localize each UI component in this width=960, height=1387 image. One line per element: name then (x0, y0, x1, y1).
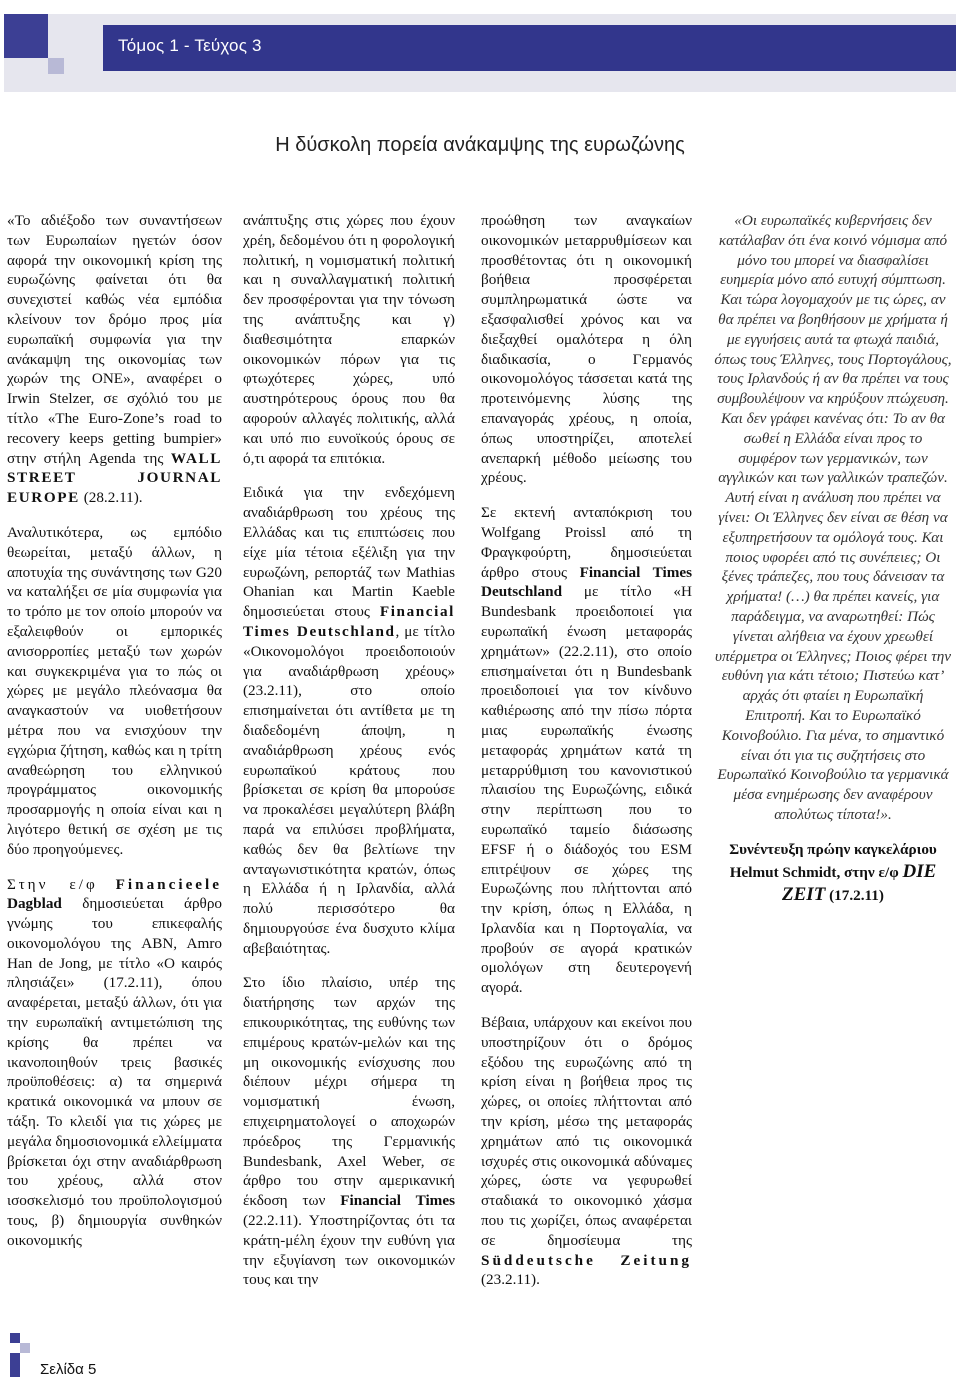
col1-p1-text: «Το αδιέξοδο των συναντήσεων των Ευρωπαίων ηγετών όσον αφορά την οικονομική κρίση της ευρωζώνης φαίνεται ότι θα συνεχιστεί καθώς νέα εμπόδια κλείνουν τον δρόμο προς μία ευρωπαϊκή συμφωνία για την ανάκαμψη της οικονομίας των χωρών της ΟΝΕ», αναφέρει ο Irwin Stelzer, σε σχόλιό του με τίτλο «The Euro-Zone’s road to recovery keeps getting bumpier» στην στήλη Agenda της (7, 212, 222, 467)
col2-paragraph-3 (243, 973, 455, 1290)
issue-label: Τόμος 1 - Τεύχος 3 (118, 36, 262, 55)
col3-p3-date: (23.2.11). (481, 1271, 540, 1289)
header-square-small-decor (48, 58, 64, 74)
quote-attribution (713, 839, 953, 907)
col3-p2-text-b: με τίτλο «Η Bundesbank προειδοποιεί για ευρωπαϊκή ένωση μεταφοράς χρημάτων» (22.2.11), στο οποίο επισημαίνεται ότι η Bundesbank προειδοποιεί για τον κίνδυνο καθιέρωσης από την πίσω πόρτα μιας ευρωπαϊκής ένωσης μεταφοράς χρημάτων κατά τη μεταρρύθμιση του κανονιστικού πλαισίου της Ευρωζώνης, ειδικά στην περίπτωση που το ευρωπαϊκό ταμείο διάσωσης EFSF ή ο διάδοχός του ESM επιτρέψουν σε χώρες της Ευρωζώνης που πλήττονται από την κρίση, όπως η Ελλάδα, η Ιρλανδία και η Πορτογαλία, να προβούν σε αγορά κρατικών ομολόγων στη δευτερογενή αγορά. (481, 583, 692, 997)
col1-paragraph-3 (7, 875, 222, 1251)
article-title: Η δύσκολη πορεία ανάκαμψης της ευρωζώνης (275, 134, 685, 156)
ft-title: Financial Times (340, 1192, 455, 1210)
col2-p3-text-b: (22.2.11). Υποστηρίζοντας ότι τα κράτη-μέλη έχουν την ευθύνη για την εξυγίανση των οικονομικών τους και την (243, 1212, 455, 1289)
column-2 (243, 211, 455, 1305)
die-zeit-title: DIE ZEIT (782, 860, 937, 905)
attribution-date: (17.2.11) (829, 886, 884, 904)
col2-p2-text-b: , με τίτλο «Οικονομολόγοι προειδοποιούν για αναδιάρθρωση χρέους» (23.2.11), στο οποίο επισημαίνεται ότι αντίθετα με τη διαδεδομένη άποψη, η αναδιάρθρωση χρέους ενός ευρωπαϊκού κράτους που βρίσκεται σε κρίση θα μπορούσε να προκαλέσει μεγαλύτερη βλάβη παρά να επιλύσει προβλήματα, καθώς δεν θα βελτίωνε την ανταγωνιστικότητα κρατών, όπως η Ελλάδα ή η Ιρλανδία, αλλά πολύ περισσότερο θα δημιουργούσε ένα δυσχυτο κλίμα αβεβαιότητας. (243, 622, 455, 957)
col2-paragraph-1: ανάπτυξης στις χώρες που έχουν χρέη, δεδομένου ότι η φορολογική πολιτική, η νομισματική πολιτική και η συναλλαγματική πολιτική δεν προσφέρονται για την τόνωση της ανάπτυξης και γ) διαθεσιμότητα επαρκών οικονομικών πόρων για τις φτωχότερες χώρες, υπό αυστηρότερους όρους που θα αφορούν αλλαγές πολιτικής, αλλά και υπό πιο ευνοϊκούς όρους σε ό,τι αφορά τα επιτόκια. (243, 212, 455, 467)
col3-paragraph-3 (481, 1013, 692, 1290)
financieele-title: Financieele (115, 875, 223, 893)
column-1 (7, 211, 222, 1266)
dagblad-title: Dagblad (7, 895, 62, 913)
footer-square-decor (10, 1333, 20, 1343)
col3-p2-text-a: Σε εκτενή ανταπόκριση του Wolfgang Proissl από τη Φραγκφούρτη, δημοσιεύεται άρθρο στους (481, 504, 692, 581)
col3-paragraph-2 (481, 503, 692, 998)
quote-sidebar (713, 211, 953, 907)
col2-p2-text-a: Ειδικά για την ενδεχόμενη αναδιάρθρωση του χρέους της Ελλάδας και τις επιπτώσεις που είχε μία τέτοια εξέλιξη για την ευρωζώνη, ρεπορτάζ των Mathias Ohanian και Martin Kaeble δημοσιεύεται στους (243, 484, 455, 621)
col1-p3-text: δημοσιεύεται άρθρο γνώμης του επικεφαλής οικονομολόγου της ABN, Amro Han de Jong, με τίτλο «Ο καιρός πλησιάζει» (17.2.11), όπου αναφέρεται, μεταξύ άλλων, ότι για την ευρωπαϊκή αντιμετώπιση της κρίσης θα πρέπει να ικανοποιηθούν τρεις βασικές προϋποθέσεις: α) τα σημερινά κρατικά οικονομικά να μπουν σε τάξη. Το κλειδί για τις χώρες με μεγάλα δημοσιονομικά ελλείμματα βρίσκεται όχι στην αναδιάρθρωση του χρέους, αλλά στον ισοσκελισμό του προϋπολογισμού τους, β) δημιουργία συνθηκών οικονομικής (7, 895, 223, 1249)
col1-paragraph-1 (7, 211, 222, 508)
sz-title: Süddeutsche Zeitung (481, 1251, 692, 1269)
col3-paragraph-1: προώθηση των αναγκαίων οικονομικών μεταρρυθμίσεων και προσθέτοντας ότι η οικονομική βοήθεια προσφέρεται συμπληρωματικά ώστε να εξασφαλισθεί χρόνος και να διεξαχθεί ομαλότερα η όλη διαδικασία, ο Γερμανός οικονομολόγος τάσσεται κατά της προτεινόμενης λύσης της επαναγοράς χρέους, η οποία, όπως υποστηρίζει, αποτελεί ανεπαρκή μέθοδο μείωσης του χρέους. (481, 212, 692, 487)
ftd-title-2: Financial Times Deutschland (481, 563, 692, 601)
col1-paragraph-2: Αναλυτικότερα, ως εμπόδιο θεωρείται, μεταξύ άλλων, η αποτυχία της συνάντησης των G20 να καταλήξει σε μία συμφωνία για το τρόπο με τον οποίο μπορούν να εξαλειφθούν οι εμπορικές ανισορροπίες μεταξύ των χωρών και συγκεκριμένα για το πώς οι χώρες με μεγάλο πλεόνασμα θα αναγκαστούν να υιοθετήσουν μέτρα που να ενισχύουν την εγχώρια ζήτηση, καθώς και η τρίτη αναθεώρηση του ελληνικού προγράμματος οικονομικής προσαρμογής η οποία είναι και η λιγότερο θετική σε σχέση με τις δύο προηγούμενες. (7, 523, 222, 858)
header-square-decor (4, 14, 48, 58)
col3-p3-text-a: Βέβαια, υπάρχουν και εκείνοι που υποστηρίζουν ότι ο δρόμος εξόδου της ευρωζώνης από τη κρίση είναι η βοήθεια προς τις χώρες, οι οποίες πλήττονται από την κρίση, μέσω της μεταφοράς χρημάτων από τις οικονομικά ισχυρές στις οικονομικά αδύναμες χώρες, ώστε να γεφυρωθεί σταδιακά το οικονομικό χάσμα που τις χωρίζει, όπως αναφέρεται σε δημοσίευμα της (481, 1014, 692, 1249)
page-number: Σελίδα 5 (40, 1361, 97, 1378)
attribution-text: Συνέντευξη πρώην καγκελάριου Helmut Schmidt, στην ε/φ (729, 840, 937, 881)
ftd-title: Financial Times Deutschland (243, 603, 455, 640)
col2-paragraph-2 (243, 483, 455, 958)
column-3 (481, 211, 692, 1305)
wsj-title: WALL STREET JOURNAL EUROPE (7, 449, 222, 507)
quote-text: «Οι ευρωπαϊκές κυβερνήσεις δεν κατάλαβαν ότι ένα κοινό νόμισμα από μόνο του μπορεί να διασφαλίσει ευημερία μόνο από ευτυχή σύμπτωση. Και τώρα λογομαχούν με τις ώρες, αν θα πρέπει να βοηθήσουν με χρήματα ή με εγγυήσεις αυτά τα φτωχά παιδιά, όπως τους Έλληνες, τους Πορτογάλους, τους Ιρλανδούς ή αν θα πρέπει να τους συμβουλέψουν να κηρύξουν πτώχευση. Και δεν γράφει κανένας ότι: Το αν θα σωθεί η Ελλάδα είναι προς το συμφέρον των γερμανικών, των αγγλικών και των γαλλικών τραπεζών. Αυτή είναι η ανάλυση που πρέπει να γίνει: Οι Έλληνες δεν είναι σε θέση να εξυπηρετήσουν τα ομόλογά τους. Και ποιος υφορέει από τις συνέπειες; Οι ξένες τράπεζες, που τους δάνεισαν τα χρήματα! (…) θα πρέπει κανείς, για παράδειγμα, να αναρωτηθεί: Πώς γίνεται αλήθεια να έχουν χρεωθεί υπέρμετρα οι Έλληνες; Ποιος φέρει την ευθύνη για κάτι τέτοιο; Πιστεύω κατ’ αρχάς ότι φταίει η Ευρωπαϊκή Επιτροπή. Και το Ευρωπαϊκό Κοινοβούλιο. Για μένα, το σημαντικό είναι ότι για τις συζητήσεις στο Ευρωπαϊκό Κοινοβούλιο τα γερμανικά μέσα ενημέρωσης δεν αναφέρουν απολύτως τίποτα!». (714, 212, 952, 823)
footer-bar-decor (10, 1353, 20, 1377)
col1-p1-date: (28.2.11). (83, 489, 143, 507)
col1-p3-pre: Στην ε/φ (7, 875, 98, 893)
footer-square-light-decor (20, 1343, 30, 1353)
col2-p3-text-a: Στο ίδιο πλαίσιο, υπέρ της διατήρησης των αρχών της επικουρικότητας, της ευθύνης των επιμέρους κρατών-μελών και της μη οικονομικής ενίσχυσης που διέπουν μέχρι σήμερα τη νομισματική ένωση, επιχειρηματολογεί ο αποχωρών πρόεδρος της Γερμανικής Bundesbank, Axel Weber, σε άρθρο του στην αμερικανική έκδοση των (243, 974, 455, 1210)
